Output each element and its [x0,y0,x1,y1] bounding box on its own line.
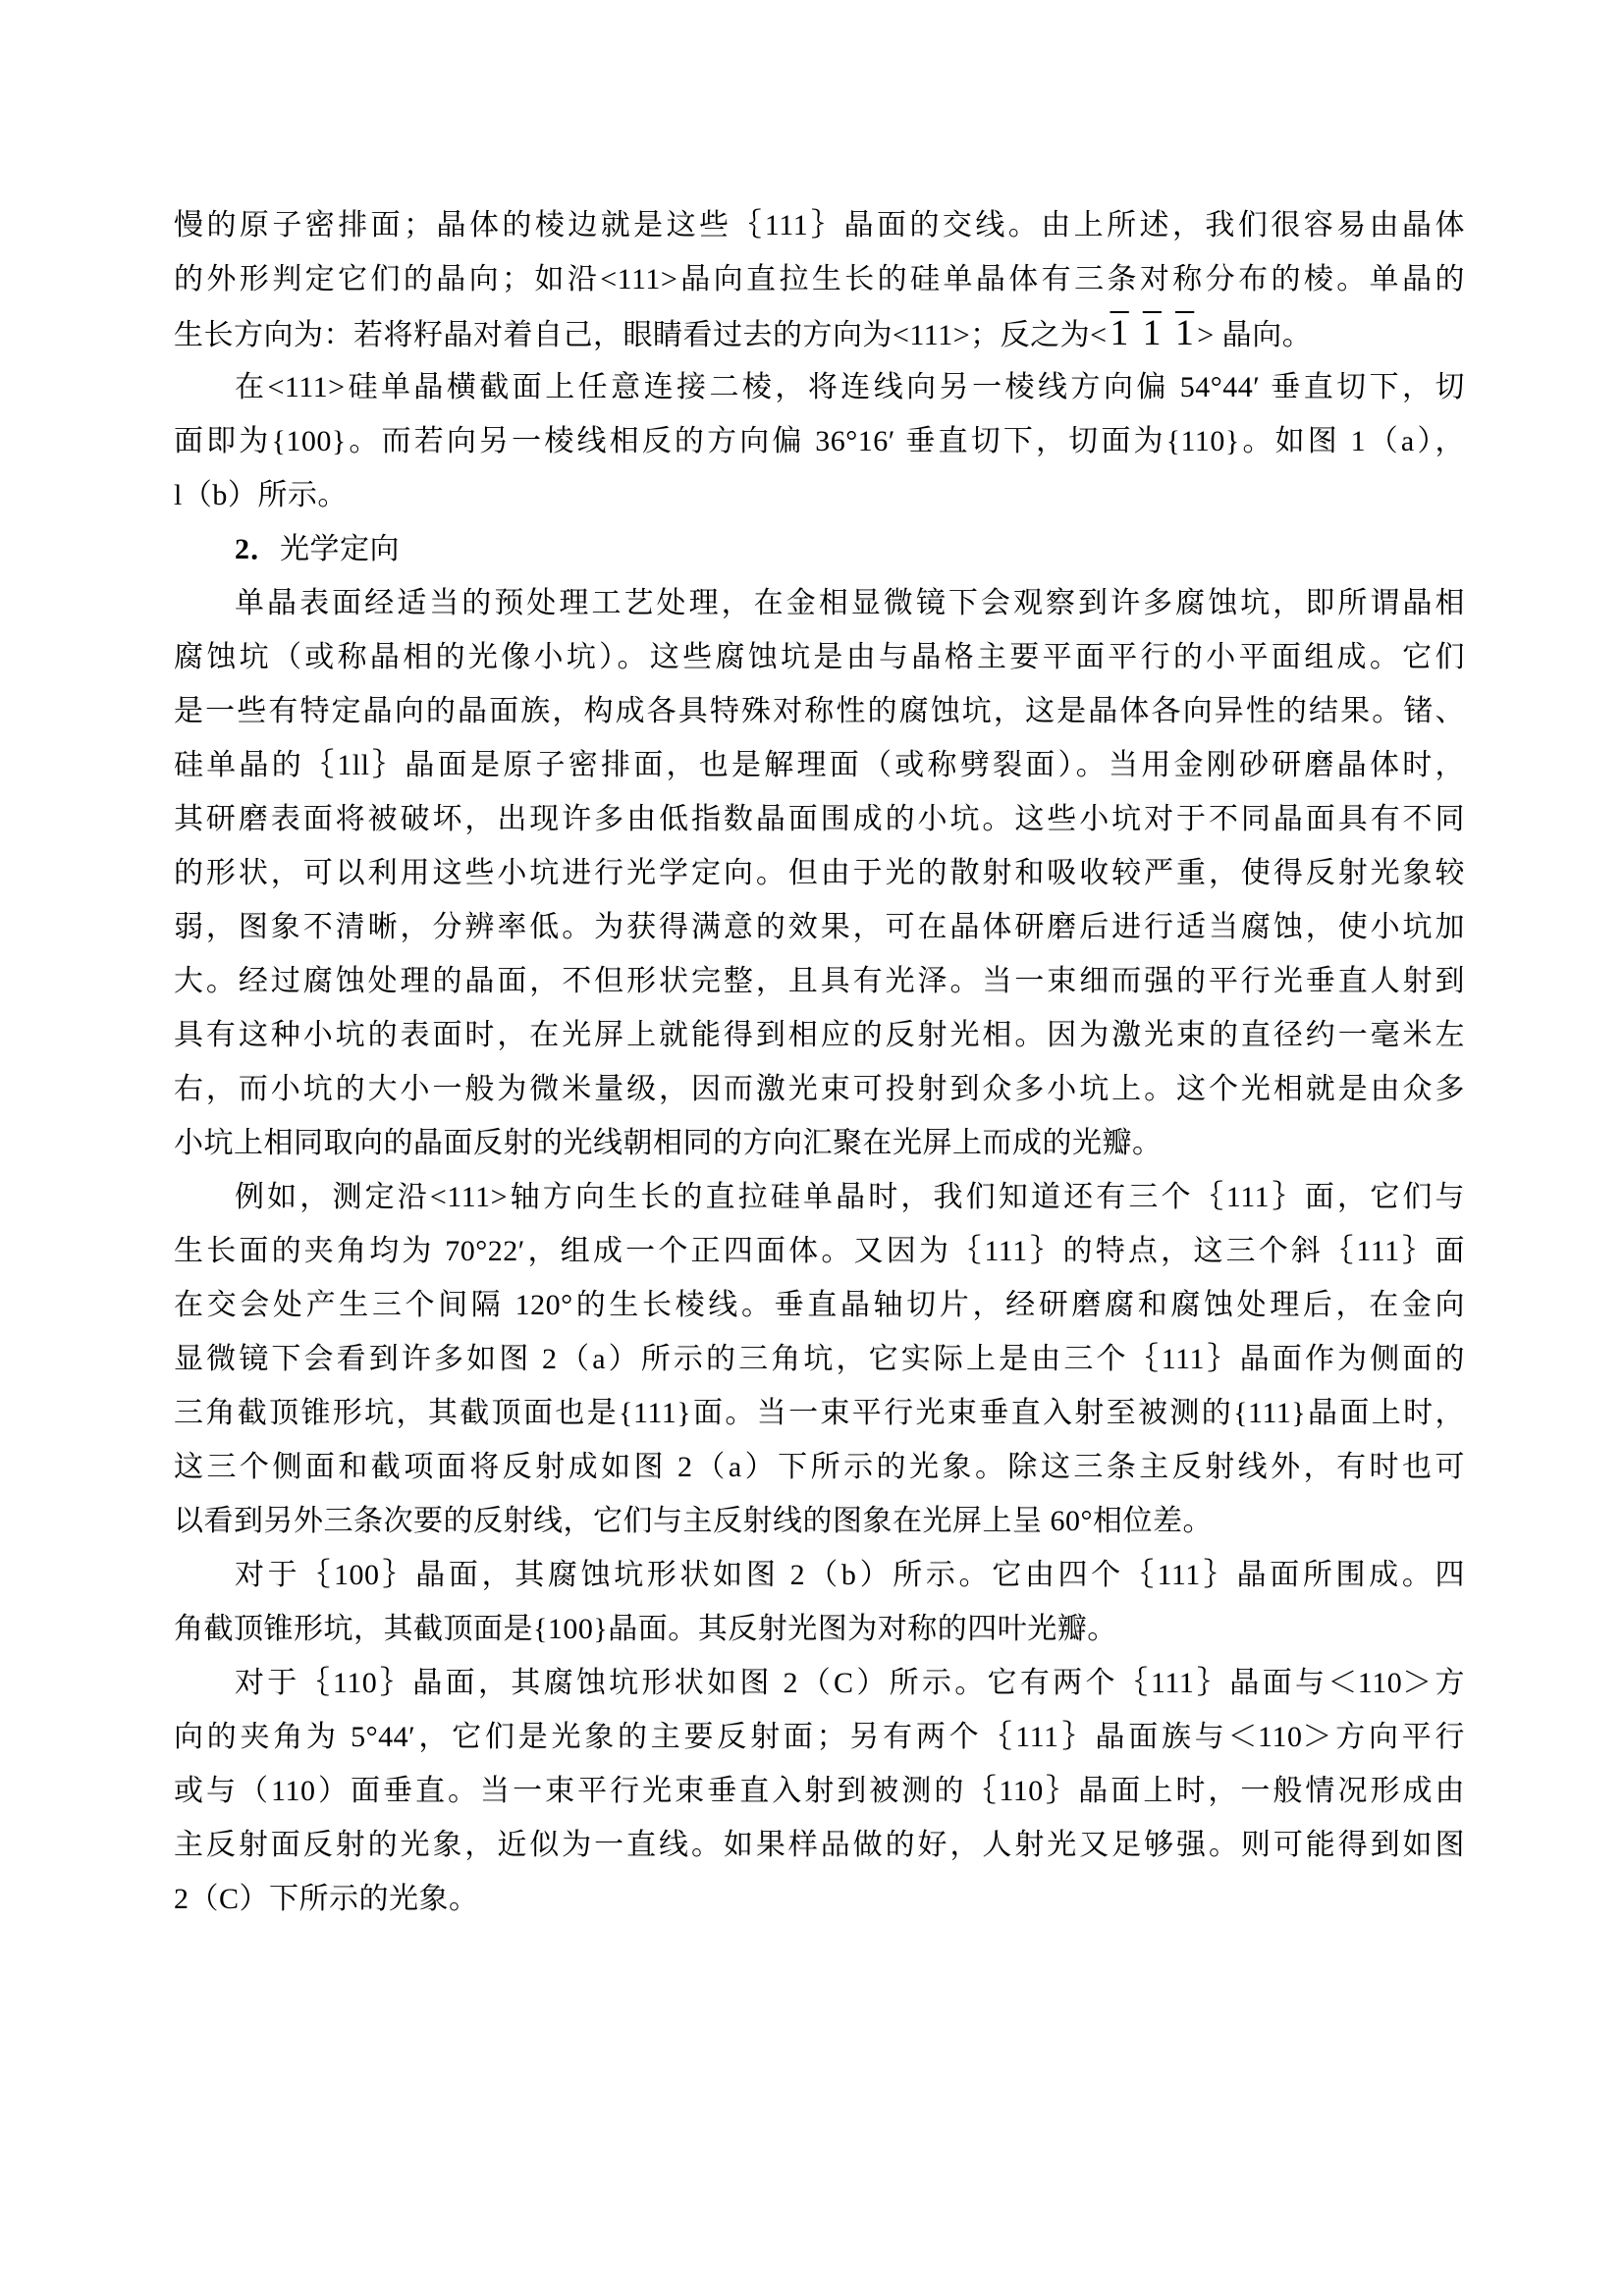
text-line [174,900,1465,954]
text-segment: 单晶表面经适当的预处理工艺处理，在金相显微镜下会观察到许多腐蚀坑，即所谓晶相 [235,587,1465,619]
text-segment: 的形状，可以利用这些小坑进行光学定向。但由于光的散射和吸收较严重，使得反射光象较 [174,857,1465,889]
text-segment: 显微镜下会看到许多如图 2（a）所示的三角坑，它实际上是由三个｛111｝晶面作为侧面的 [174,1343,1465,1375]
text-segment: 对于｛100｝晶面，其腐蚀坑形状如图 2（b）所示。它由四个｛111｝晶面所围成。四 [235,1559,1465,1591]
text-segment: l（b）所示。 [174,479,348,511]
text-line [174,252,1465,306]
text-segment: 在交会处产生三个间隔 120°的生长棱线。垂直晶轴切片，经研磨腐和腐蚀处理后，在金向 [174,1289,1465,1321]
section-heading [174,522,1465,576]
text-line [174,792,1465,846]
text-line [174,1332,1465,1386]
text-line [174,684,1465,738]
text-segment: 在<111>硅单晶横截面上任意连接二棱，将连线向另一棱线方向偏 54°44′ 垂直切下，切 [235,371,1465,403]
text-line [174,360,1465,414]
text-line [174,738,1465,792]
text-block [174,198,1465,1926]
text-segment: 角截顶锥形坑，其截顶面是{100}晶面。其反射光图为对称的四叶光瓣。 [174,1613,1117,1645]
text-line [174,1656,1465,1710]
text-segment: 或与（110）面垂直。当一束平行光束垂直入射到被测的｛110｝晶面上时，一般情况形成由 [174,1775,1465,1807]
text-line [174,1818,1465,1872]
text-segment: 其研磨表面将被破坏，出现许多由低指数晶面围成的小坑。这些小坑对于不同晶面具有不同 [174,803,1465,835]
text-segment [1132,319,1140,351]
text-line [174,1602,1465,1656]
text-segment: 是一些有特定晶向的晶面族，构成各具特殊对称性的腐蚀坑，这是晶体各向异性的结果。锗、 [174,695,1465,727]
text-line [174,198,1465,252]
overline-miller-index: 1 [1142,313,1163,353]
text-line [174,1710,1465,1764]
text-segment: 弱，图象不清晰，分辨率低。为获得满意的效果，可在晶体研磨后进行适当腐蚀，使小坑加 [174,911,1465,943]
text-line [174,1872,1465,1926]
text-segment: > 晶向。 [1197,319,1313,351]
text-line [174,468,1465,522]
text-segment: 的外形判定它们的晶向；如沿<111>晶向直拉生长的硅单晶体有三条对称分布的棱。单晶的 [174,263,1465,295]
text-segment: 具有这种小坑的表面时，在光屏上就能得到相应的反射光相。因为激光束的直径约一毫米左 [174,1019,1465,1051]
text-segment: 右，而小坑的大小一般为微米量级，因而激光束可投射到众多小坑上。这个光相就是由众多 [174,1073,1465,1105]
text-segment: 硅单晶的｛1ll｝晶面是原子密排面，也是解理面（或称劈裂面）。当用金刚砂研磨晶体时， [174,749,1465,781]
text-segment: 例如，测定沿<111>轴方向生长的直拉硅单晶时，我们知道还有三个｛111｝面，它们与 [235,1181,1465,1213]
text-segment: 生长面的夹角均为 70°22′，组成一个正四面体。又因为｛111｝的特点，这三个斜｛111｝面 [174,1235,1465,1267]
text-segment: 对于｛110｝晶面，其腐蚀坑形状如图 2（C）所示。它有两个｛111｝晶面与＜110＞方 [235,1667,1465,1699]
text-segment: 小坑上相同取向的晶面反射的光线朝相同的方向汇聚在光屏上而成的光瓣。 [174,1127,1163,1159]
text-segment: 三角截顶锥形坑，其截顶面也是{111}面。当一束平行光束垂直入射至被测的{111}晶面上时， [174,1397,1465,1429]
text-segment: 慢的原子密排面；晶体的棱边就是这些｛111｝晶面的交线。由上所述，我们很容易由晶体 [174,209,1465,241]
text-line [174,1386,1465,1440]
text-segment: 2（C）下所示的光象。 [174,1883,479,1915]
text-line [174,1764,1465,1818]
text-segment: 这三个侧面和截项面将反射成如图 2（a）下所示的光象。除这三条主反射线外，有时也可 [174,1451,1465,1483]
text-segment: 大。经过腐蚀处理的晶面，不但形状完整，且具有光泽。当一束细而强的平行光垂直人射到 [174,965,1465,997]
text-line [174,1440,1465,1494]
text-line [174,1008,1465,1062]
text-segment: 腐蚀坑（或称晶相的光像小坑）。这些腐蚀坑是由与晶格主要平面平行的小平面组成。它们 [174,641,1465,673]
text-segment: 生长方向为：若将籽晶对着自己，眼睛看过去的方向为<111>；反之为< [174,319,1108,351]
text-segment: 以看到另外三条次要的反射线，它们与主反射线的图象在光屏上呈 60°相位差。 [174,1505,1213,1537]
text-line [174,1494,1465,1548]
text-line [174,1062,1465,1116]
text-line [174,630,1465,684]
text-segment: 主反射面反射的光象，近似为一直线。如果样品做的好，人射光又足够强。则可能得到如图 [174,1829,1465,1861]
overline-miller-index: 1 [1175,313,1195,353]
overline-miller-index: 1 [1110,313,1129,353]
text-line [174,576,1465,630]
text-segment [1164,319,1172,351]
text-line [174,1224,1465,1278]
text-segment: 2． [235,533,280,565]
text-line [174,1116,1465,1170]
text-segment: 面即为{100}。而若向另一棱线相反的方向偏 36°16′ 垂直切下，切面为{110}。如图 1（a）， [174,425,1465,457]
text-line [174,414,1465,468]
text-segment: 向的夹角为 5°44′，它们是光象的主要反射面；另有两个｛111｝晶面族与＜110＞方向平行 [174,1721,1465,1753]
text-line [174,1278,1465,1332]
text-line [174,846,1465,900]
text-segment: 光学定向 [280,533,400,565]
text-line [174,306,1465,360]
text-line [174,1170,1465,1224]
text-line [174,1548,1465,1602]
text-line [174,954,1465,1008]
